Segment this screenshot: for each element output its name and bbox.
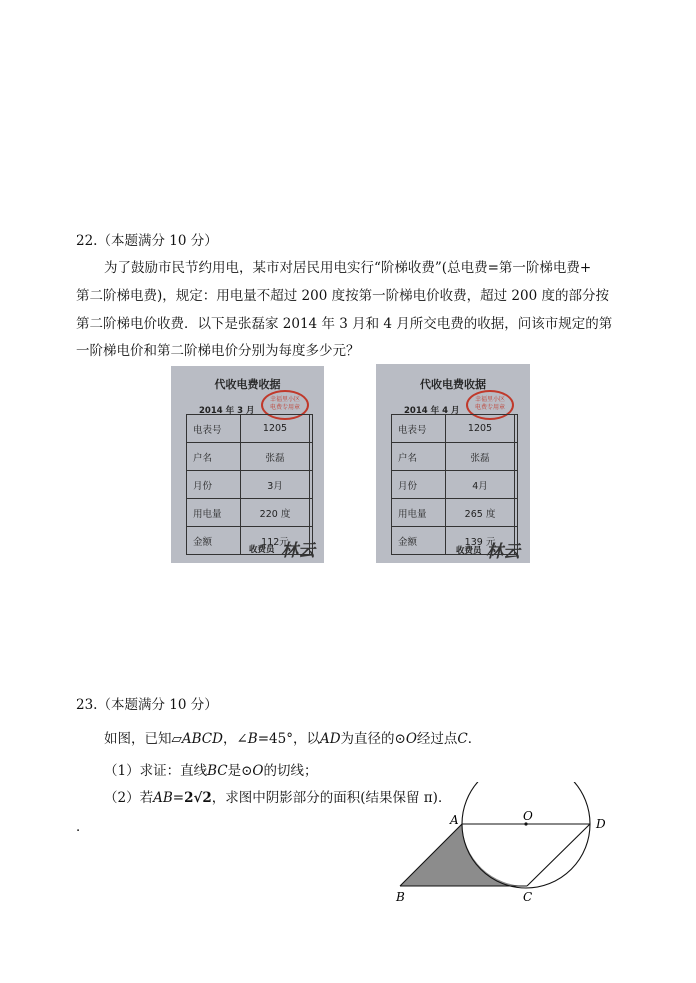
text: 为直径的⊙	[340, 731, 406, 747]
parallelogram-name: ▱ABCD	[171, 731, 223, 747]
row-label: 电表号	[187, 415, 241, 443]
receipt-table	[391, 414, 518, 555]
text: 如图，已知	[104, 731, 172, 747]
q22-line-2: 第二阶梯电费)，规定：用电量不超过 200 度按第一阶梯电价收费，超过 200 度的部分按	[76, 288, 609, 304]
collector-label: 收费员	[456, 546, 482, 556]
collector-signature: 林云	[281, 541, 315, 561]
q22-line-1: 为了鼓励市民节约用电，某市对居民用电实行“阶梯收费”(总电费=第一阶梯电费+	[104, 260, 592, 276]
table-row	[392, 499, 518, 527]
label-d: D	[596, 817, 606, 831]
diameter-name: AD	[319, 731, 341, 747]
receipt-date: 2014 年 3 月	[199, 406, 255, 416]
collector-signature: 林云	[486, 542, 520, 562]
row-label: 月份	[187, 471, 241, 499]
shaded-region	[400, 824, 527, 886]
row-label: 户名	[392, 443, 446, 471]
row-value: 265 度	[446, 499, 515, 527]
receipt-stamp: 幸福里小区 电费专用章	[466, 390, 514, 420]
row-label: 月份	[392, 471, 446, 499]
receipt-april	[376, 364, 530, 563]
receipt-title: 代收电费收据	[420, 378, 486, 391]
stray-dot: ．	[76, 819, 90, 835]
table-row	[187, 415, 313, 443]
row-value: 4月	[446, 471, 515, 499]
row-value: 139 元	[446, 527, 515, 555]
receipt-date: 2014 年 4 月	[404, 406, 460, 416]
circle-name: O	[405, 731, 417, 747]
receipt-table	[186, 414, 313, 555]
label-b: B	[396, 890, 405, 904]
row-label: 户名	[187, 443, 241, 471]
angle-vertex: B	[247, 731, 258, 747]
q22-line-4: 一阶梯电价和第二阶梯电价分别为每度多少元？	[76, 343, 360, 359]
text: =45°，以	[257, 731, 320, 747]
row-value: 1205	[446, 415, 515, 443]
text: 经过点	[416, 731, 458, 747]
geometry-figure	[380, 782, 620, 912]
row-label: 电表号	[392, 415, 446, 443]
row-label: 用电量	[187, 499, 241, 527]
row-label: 金额	[392, 527, 446, 555]
text: ，求图中阴影部分的面积(结果保留 π)．	[211, 790, 452, 806]
text: ．	[467, 731, 482, 747]
line-name: BC	[207, 763, 228, 779]
point-name: C	[457, 731, 468, 747]
row-label: 金额	[187, 527, 241, 555]
text: 是⊙	[227, 763, 253, 779]
receipt-stamp: 幸福里小区 电费专用章	[261, 390, 309, 420]
row-value: 1205	[241, 415, 310, 443]
text: ，∠	[222, 731, 248, 747]
row-value: 3月	[241, 471, 310, 499]
table-row	[392, 415, 518, 443]
text: 的切线；	[263, 763, 318, 779]
table-row	[392, 471, 518, 499]
side-cd	[527, 824, 590, 886]
value: 2√2	[184, 790, 212, 806]
table-row	[392, 443, 518, 471]
table-row	[187, 443, 313, 471]
circle-name: O	[252, 763, 264, 779]
table-row	[187, 471, 313, 499]
collector-label: 收费员	[249, 545, 275, 555]
label-a: A	[450, 813, 459, 827]
row-value: 112元	[241, 527, 310, 555]
receipt-march	[171, 366, 324, 563]
text: =	[172, 790, 185, 806]
row-value: 张磊	[446, 443, 515, 471]
table-row	[187, 499, 313, 527]
receipt-title: 代收电费收据	[214, 378, 281, 391]
q22-line-3: 第二阶梯电价收费．以下是张磊家 2014 年 3 月和 4 月所交电费的收据，问该市规定的第	[76, 316, 613, 332]
text: （2）若	[104, 790, 154, 806]
row-label: 用电量	[392, 499, 446, 527]
label-c: C	[523, 890, 533, 904]
label-o: O	[523, 809, 533, 823]
q23-intro	[104, 730, 481, 748]
segment-name: AB	[153, 790, 173, 806]
q23-part-1	[104, 762, 318, 780]
q22-header: 22.（本题满分 10 分）	[76, 233, 218, 249]
row-value: 220 度	[241, 499, 310, 527]
q23-header: 23.（本题满分 10 分）	[76, 697, 218, 713]
row-value: 张磊	[241, 443, 310, 471]
text: （1）求证：直线	[104, 763, 208, 779]
